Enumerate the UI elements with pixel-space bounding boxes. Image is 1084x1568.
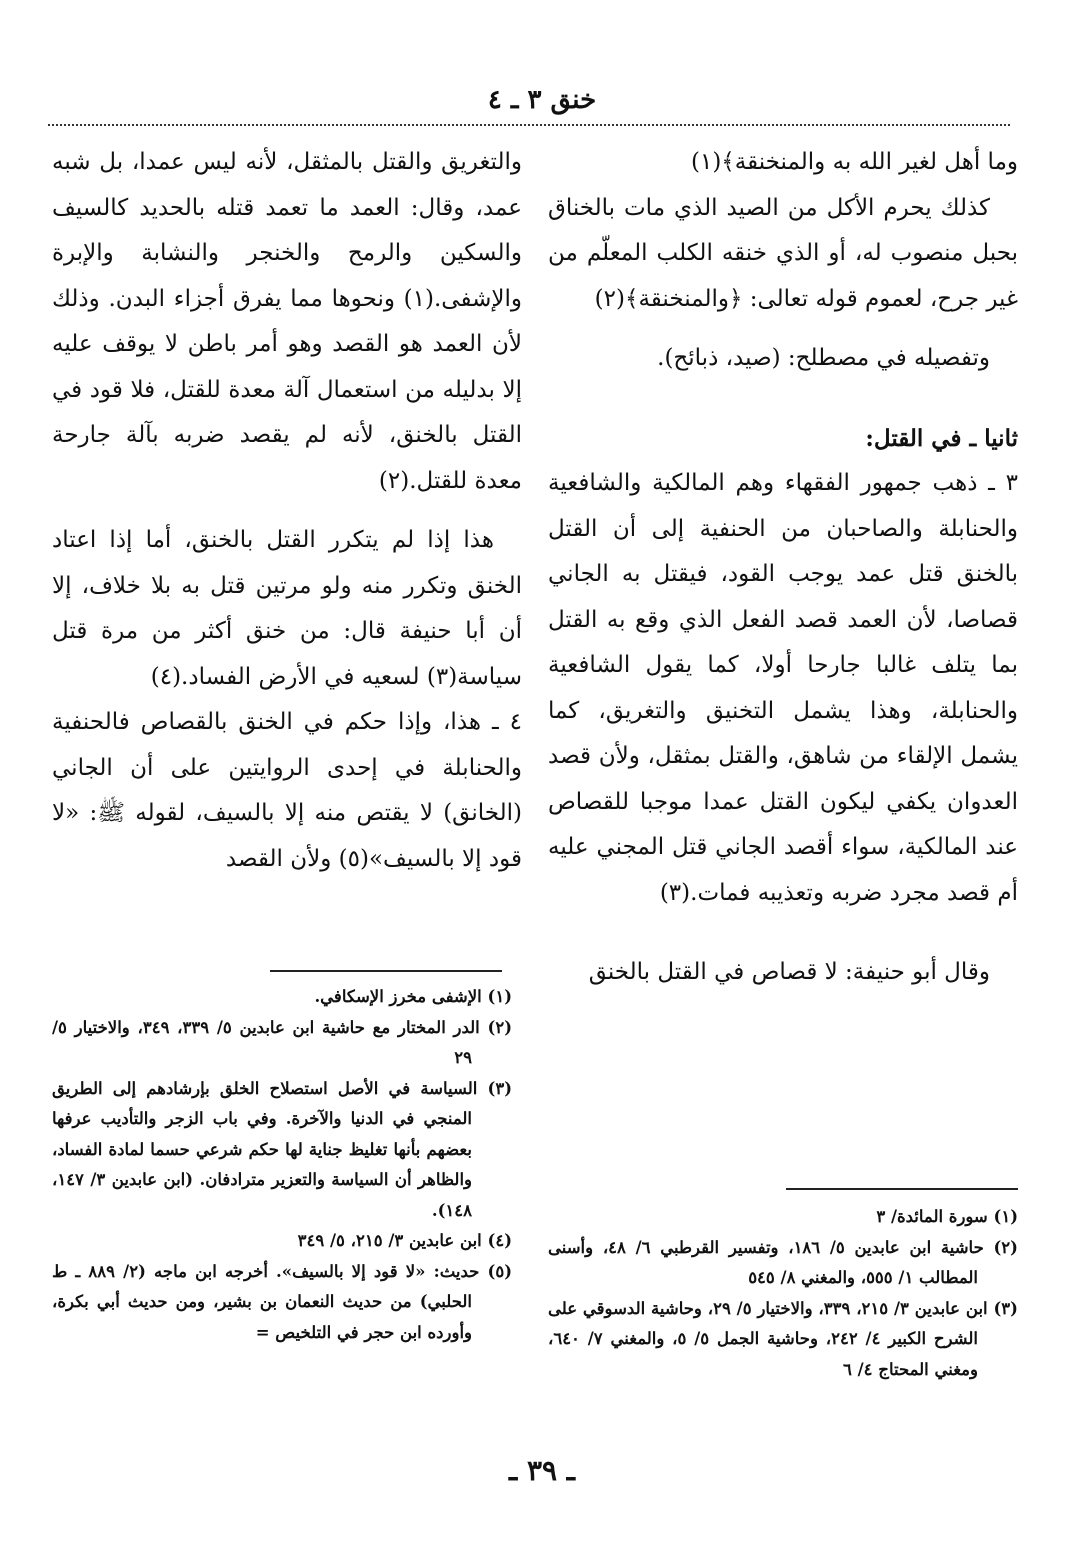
footnote-item: (٣) ابن عابدين ٣/ ٢١٥، ٣٣٩، والاختيار ٥/ ٢٩، وحاشية الدسوقي على الشرح الكبير ٤/ ٢٤٢، وحاشية الجمل ٥/ ٥، والمغني ٧/ ٦٤٠، ومغني المحتاج ٤/ ٦ [548, 1298, 1018, 1379]
footnote-item: (٤) ابن عابدين ٣/ ٢١٥، ٥/ ٣٤٩ [297, 1231, 512, 1250]
right-column [548, 140, 1018, 996]
quran-quote-line: وما أهل لغير الله به والمنخنقة﴾(١) [690, 149, 1018, 175]
paragraph-hunting: كذلك يحرم الأكل من الصيد الذي مات بالخناق بحبل منصوب له، أو الذي خنقه الكلب المعلّم من غير جرح، لعموم قوله تعالى: ﴿والمنخنقة﴾(٢) [548, 194, 1018, 312]
footnote-item: (١) سورة المائدة/ ٣ [876, 1207, 1018, 1226]
footnote-item: (١) الإشفى مخرز الإسكافي. [314, 987, 512, 1006]
paragraph-details-reference: وتفصيله في مصطلح: (صيد، ذبائح). [657, 345, 990, 371]
left-column [52, 140, 522, 882]
footnotes-right [548, 1202, 1018, 1385]
footnote-separator-left [270, 970, 502, 972]
footnote-item: (٣) السياسة في الأصل استصلاح الخلق بإرشادهم إلى الطريق المنجي في الدنيا والآخرة. وفي باب الزجر والتأديب عرفها بعضهم بأنها تغليظ جناية لها حكم شرعي حسما لمادة الفساد، والظاهر أن السياسة والتعزير مترادفان. (ابن عابدين ٣/ ١٤٧، ١٤٨). [52, 1078, 512, 1220]
footnote-item: (٢) الدر المختار مع حاشية ابن عابدين ٥/ ٣٣٩، ٣٤٩، والاختيار ٥/ ٢٩ [52, 1017, 512, 1067]
paragraph-abu-hanifa: وقال أبو حنيفة: لا قصاص في القتل بالخنق [588, 959, 990, 985]
page-number: ـ ٣٩ ـ [509, 1454, 575, 1487]
paragraph-continuation: والتغريق والقتل بالمثقل، لأنه ليس عمدا، بل شبه عمد، وقال: العمد ما تعمد قتله بالحديد كالسيف والسكين والرمح والخنجر والنشابة والإبرة والإشفى.(١) ونحوها مما يفرق أجزاء البدن. وذلك لأن العمد هو القصد وهو أمر باطن لا يوقف عليه إلا بدليله من استعمال آلة معدة للقتل، فلا قود في القتل بالخنق، لأنه لم يقصد ضربه بآلة جارحة معدة للقتل.(٢) [52, 149, 522, 494]
footnotes-left [52, 982, 512, 1348]
paragraph-4-retaliation: ٤ ـ هذا، وإذا حكم في الخنق بالقصاص فالحنفية والحنابلة في إحدى الروايتين على أن الجاني (الخانق) لا يقتص منه إلا بالسيف، لقوله ﷺ: «لا قود إلا بالسيف»(٥) ولأن القصد [52, 709, 522, 872]
footnote-item: (٢) حاشية ابن عابدين ٥/ ١٨٦، وتفسير القرطبي ٦/ ٤٨، وأسنى المطالب ١/ ٥٥٥، والمغني ٨/ ٥٤٥ [548, 1237, 1018, 1287]
header-dotted-rule [48, 124, 1010, 126]
paragraph-repeated-strangling: هذا إذا لم يتكرر القتل بالخنق، أما إذا اعتاد الخنق وتكرر منه ولو مرتين قتل به بلا خلاف، إلا أن أبا حنيفة قال: من خنق أكثر من مرة قتل سياسة(٣) لسعيه في الأرض الفساد.(٤) [52, 527, 522, 690]
footnote-separator-right [786, 1188, 1018, 1190]
section-heading-killing: ثانيا ـ في القتل: [865, 424, 1018, 452]
footnote-item: (٥) حديث: «لا قود إلا بالسيف». أخرجه ابن ماجه (٢/ ٨٨٩ ـ ط الحلبي) من حديث النعمان بن بشير، ومن حديث أبي بكرة، وأورده ابن حجر في التلخيص = [52, 1261, 512, 1342]
running-header: خنق ٣ ـ ٤ [487, 85, 597, 115]
paragraph-3-majority-view: ٣ ـ ذهب جمهور الفقهاء وهم المالكية والشافعية والحنابلة والصاحبان من الحنفية إلى أن القتل بالخنق قتل عمد يوجب القود، فيقتل به الجاني قصاصا، لأن العمد قصد الفعل الذي وقع به القتل بما يتلف غالبا جارحا أولا، كما يقول الشافعية والحنابلة، وهذا يشمل التخنيق والتغريق، كما يشمل الإلقاء من شاهق، والقتل بمثقل، ولأن قصد العدوان يكفي ليكون القتل عمدا موجبا للقصاص عند المالكية، سواء أقصد الجاني قتل المجني عليه أم قصد مجرد ضربه وتعذيبه فمات.(٣) [548, 470, 1018, 906]
